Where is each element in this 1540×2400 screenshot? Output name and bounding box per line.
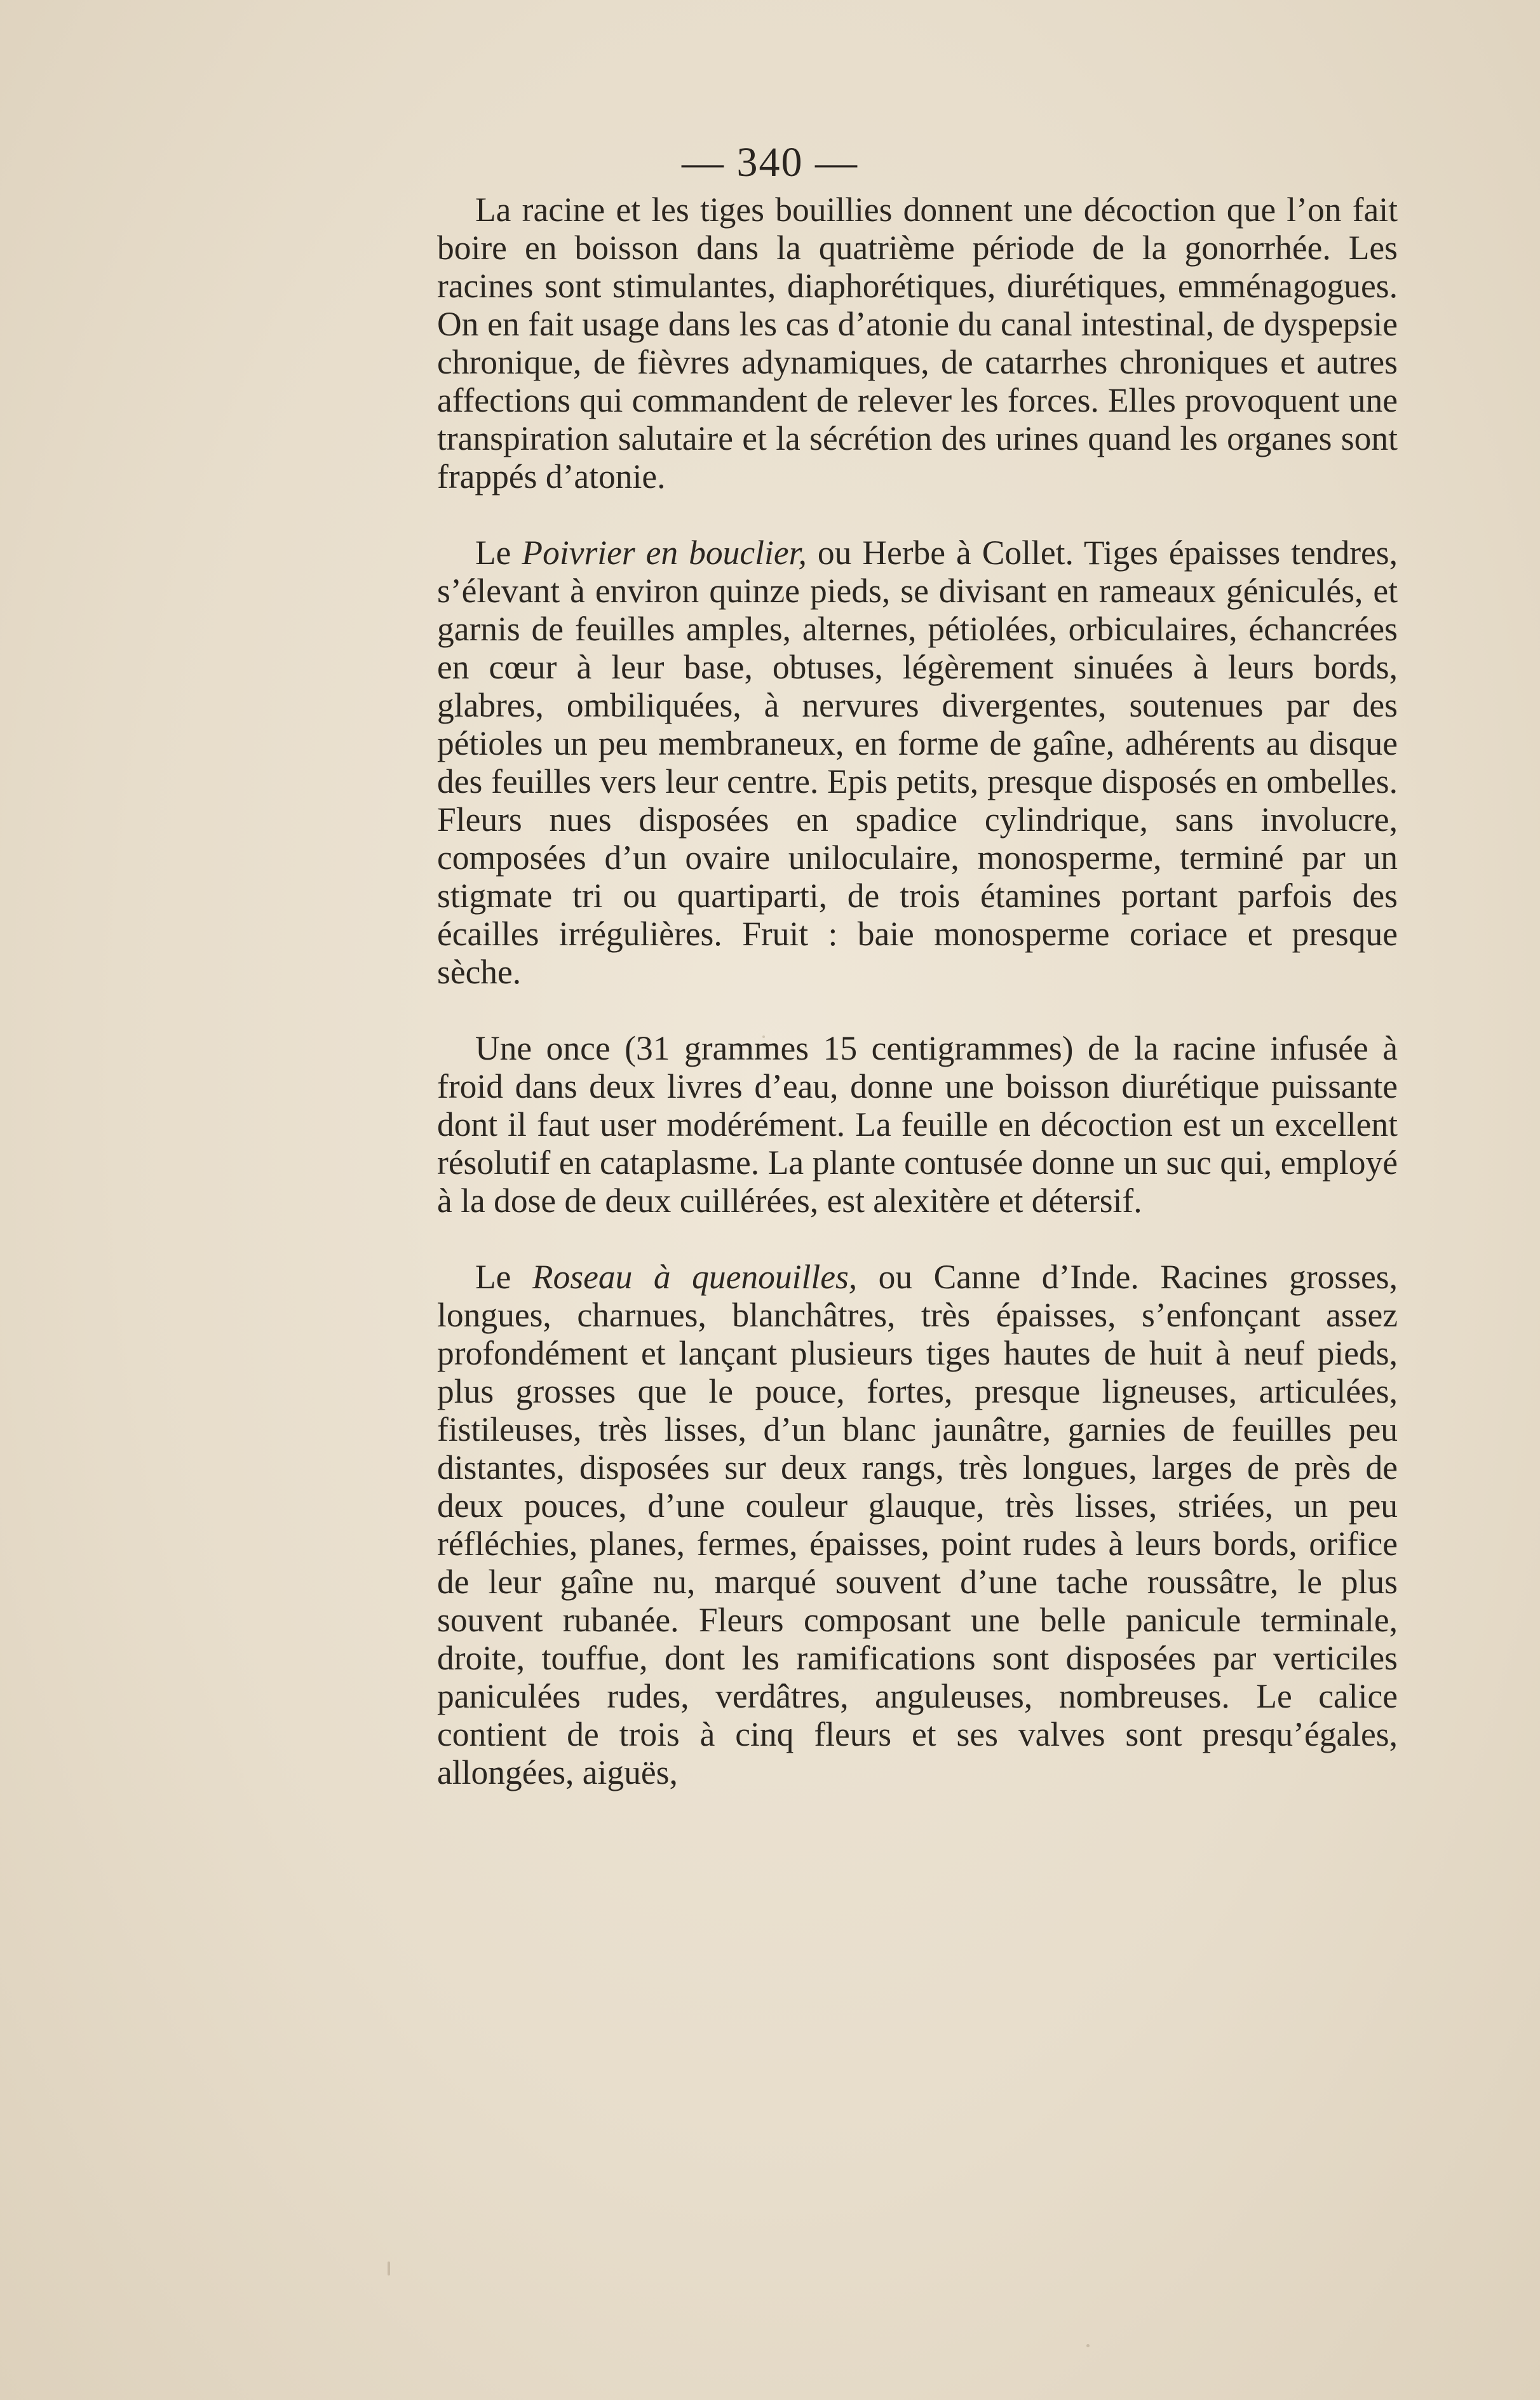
paragraph-roseau-a-quenouilles bbox=[437, 1258, 1398, 1791]
page-number: — 340 — bbox=[682, 139, 858, 185]
paragraph-text: ou Canne d’Inde. Racines grosses, longues, charnues, blanchâtres, très épaisses, s’enfonçant assez profondément et lançant plusieurs tiges hautes de huit à neuf pieds, plus grosses que le pouce, fortes, presque ligneuses, articulées, fistileuses, très lisses, d’un blanc jaunâtre, garnies de feuilles peu distantes, disposées sur deux rangs, très longues, larges de près de deux pouces, d’une couleur glauque, très lisses, striées, un peu réfléchies, planes, fermes, épaisses, point rudes à leurs bords, orifice de leur gaîne nu, marqué souvent d’une tache roussâtre, le plus souvent rubanée. Fleurs composant une belle panicule terminale, droite, touffue, dont les ramifications sont disposées par verticiles paniculées rudes, verdâtres, anguleuses, nombreuses. Le calice contient de trois à cinq fleurs et ses valves sont presqu’égales, allongées, aiguës, bbox=[437, 1258, 1398, 1791]
paragraph-text-lead: Le bbox=[475, 534, 522, 572]
paragraph-text: Une once (31 grammes 15 centigrammes) de la racine infusée à froid dans deux livres d’eau, donne une boisson diurétique puissante dont il faut user modérément. La feuille en décoction est un excellent résolutif en cataplasme. La plante contusée donne un suc qui, employé à la dose de deux cuillérées, est alexitère et détersif. bbox=[437, 1029, 1398, 1220]
paragraph-racine-tiges bbox=[437, 191, 1398, 496]
paragraph-text: La racine et les tiges bouillies donnent une décoction que l’on fait boire en boisson dans la quatrième période de la gonorrhée. Les racines sont stimulantes, diaphorétiques, diurétiques, emménagogues. On en fait usage dans les cas d’atonie du canal intestinal, de dyspepsie chronique, de fièvres adynamiques, de catarrhes chroniques et autres affections qui commandent de relever les forces. Elles provoquent une transpiration salutaire et la sécrétion des urines quand les organes sont frappés d’atonie. bbox=[437, 191, 1398, 496]
paragraph-text: ou Herbe à Collet. Tiges épaisses tendres, s’élevant à environ quinze pieds, se divisant en rameaux géniculés, et garnis de feuilles amples, alternes, pétiolées, orbiculaires, échancrées en cœur à leur base, obtuses, légèrement sinuées à leurs bords, glabres, ombiliquées, à nervures divergentes, soutenues par des pétioles un peu membraneux, en forme de gaîne, adhérents au disque des feuilles vers leur centre. Epis petits, presque disposés en ombelles. Fleurs nues disposées en spadice cylindrique, sans involucre, composées d’un ovaire uniloculaire, monosperme, terminé par un stigmate tri ou quartiparti, de trois étamines portant parfois des écailles irrégulières. Fruit : baie monosperme coriace et presque sèche. bbox=[437, 534, 1398, 991]
paragraph-text-lead: Le bbox=[475, 1258, 532, 1296]
paragraph-poivrier-en-bouclier bbox=[437, 534, 1398, 991]
species-name-poivrier: Poivrier en bouclier, bbox=[522, 534, 807, 572]
paragraph-une-once bbox=[437, 1029, 1398, 1220]
body-text bbox=[437, 191, 1398, 1791]
paper-speck bbox=[388, 2262, 390, 2275]
paper-speck bbox=[1086, 2344, 1090, 2347]
species-name-roseau: Roseau à quenouilles, bbox=[532, 1258, 858, 1296]
